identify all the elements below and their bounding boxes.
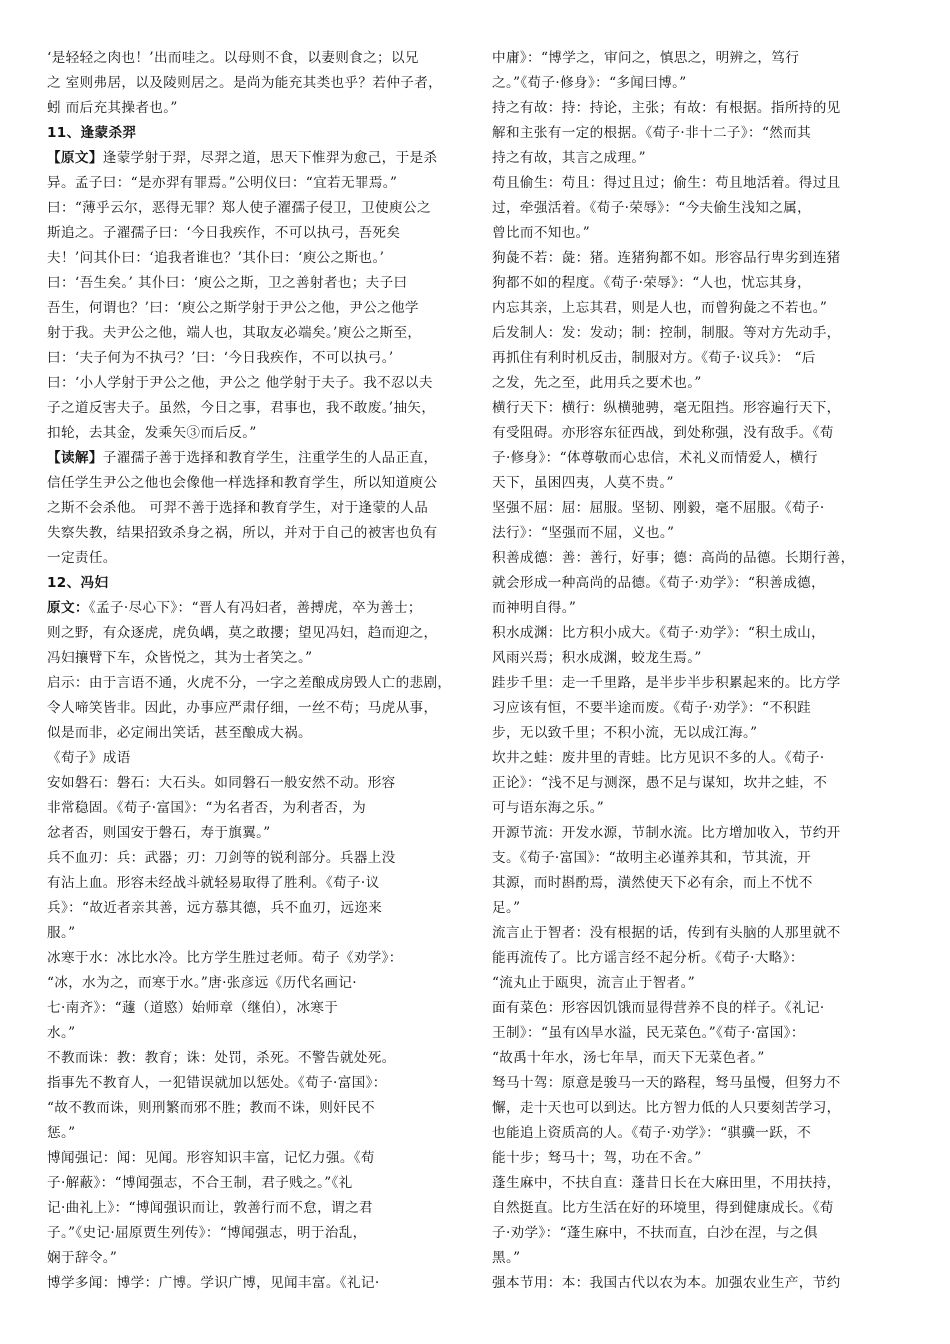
text-line (492, 321, 912, 346)
text-line (47, 521, 467, 546)
line-text: 法行》：“坚强而不屈，义也。” (492, 525, 675, 541)
text-line (492, 1046, 912, 1071)
line-text: 子·修身》：“体尊敬而心忠信，术礼义而情爱人，横行 (492, 450, 818, 466)
line-text: 再抓住有利时机反击，制服对方。《荀子·议兵》： “后 (492, 350, 816, 366)
text-line (47, 96, 467, 121)
line-text: 懈，走十天也可以到达。比方智力低的人只要刻苦学习， (492, 1100, 841, 1116)
text-line (47, 646, 467, 671)
line-text: 子。”《史记·屈原贾生列传》：“博闻强志，明于治乱， (47, 1225, 367, 1241)
text-line (47, 421, 467, 446)
line-text: 冰寒于水：冰比水冷。比方学生胜过老师。荀子《劝学》： (47, 950, 403, 966)
line-text: 夫！’问其仆曰：‘追我者谁也？’其仆曰：‘庾公之斯也。’ (47, 250, 385, 266)
text-line (492, 1221, 912, 1246)
line-text: 而神明自得。” (492, 600, 577, 616)
text-line (47, 371, 467, 396)
line-text: ‘是轻轻之肉也！’出而哇之。以母则不食，以妻则食之；以兄 (47, 50, 419, 66)
text-line (492, 1071, 912, 1096)
line-text: 足。” (492, 900, 521, 916)
text-line (492, 496, 912, 521)
text-line (47, 346, 467, 371)
text-line (492, 121, 912, 146)
line-text: 风雨兴焉；积水成渊，蛟龙生焉。” (492, 650, 702, 666)
line-text: 曰：“薄乎云尔，恶得无罪？郑人使子濯孺子侵卫，卫使庾公之 (47, 200, 431, 216)
text-line (492, 896, 912, 921)
line-text: 之发，先之至，此用兵之要术也。” (492, 375, 702, 391)
text-line (492, 421, 912, 446)
line-text: 有受阻碍。亦形容东征西战，到处称强，没有敌手。《荀 (492, 425, 834, 441)
line-text: 横行天下：横行：纵横驰骋，毫无阻挡。形容遍行天下， (492, 400, 841, 416)
line-text: 指事先不教育人，一犯错误就加以惩处。《荀子·富国》： (47, 1075, 387, 1091)
line-text: 子之道反害夫子。虽然，今日之事，君事也，我不敢废。’抽矢， (47, 400, 436, 416)
line-text: 似是而非，必定闹出笑话，甚至酿成大祸。 (47, 725, 312, 741)
line-text: “冰，水为之，而寒于水。”唐·张彦远《历代名画记· (47, 975, 357, 991)
text-line (492, 646, 912, 671)
line-text: 子·劝学》：“蓬生麻中，不扶而直，白沙在涅，与之俱 (492, 1225, 818, 1241)
line-text: 自然挺直。比方生活在好的环境里，得到健康成长。《荀 (492, 1200, 834, 1216)
text-line (47, 846, 467, 871)
bold-label: 【原文】 (47, 150, 103, 166)
text-line (492, 596, 912, 621)
text-line (492, 1096, 912, 1121)
text-line (47, 546, 467, 571)
line-text: 中庸》：“博学之，审问之，慎思之，明辨之，笃行 (492, 50, 800, 66)
text-line (47, 146, 467, 171)
text-line (492, 1021, 912, 1046)
line-text: 兵》：“故近者亲其善，远方慕其德，兵不血刃，远迩来 (47, 900, 383, 916)
line-text: 步，无以致千里；不积小流，无以成江海。” (492, 725, 758, 741)
line-text: 兵不血刃：兵：武器；刃：刀剑等的锐利部分。兵器上没 (47, 850, 396, 866)
line-text: 冯妇攘臂下车，众皆悦之，其为士者笑之。” (47, 650, 313, 666)
text-line (492, 946, 912, 971)
text-line (47, 496, 467, 521)
text-line (47, 1096, 467, 1121)
text-line (47, 1171, 467, 1196)
line-text: 子·解蔽》：“博闻强志，不合王制，君子贱之。”《礼 (47, 1175, 353, 1191)
text-line (47, 921, 467, 946)
line-text: 服。” (47, 925, 76, 941)
line-text: 可与语东海之乐。” (492, 800, 605, 816)
text-line (492, 146, 912, 171)
line-text: 有沾上血。形容未经战斗就轻易取得了胜利。《荀子·议 (47, 875, 380, 891)
text-line (492, 846, 912, 871)
text-line (492, 546, 912, 571)
line-text: 非常稳固。《荀子·富国》：“为名者否，为利者否，为 (47, 800, 367, 816)
text-line (492, 296, 912, 321)
line-text: 失察失教，结果招致杀身之祸，所以，并对于自己的被害也负有 (47, 525, 438, 541)
line-text: 异。孟子曰：“是亦羿有罪焉。”公明仪曰：“宜若无罪焉。” (47, 175, 398, 191)
text-line (47, 1146, 467, 1171)
text-line (47, 1071, 467, 1096)
text-line (47, 771, 467, 796)
line-text: 一定责任。 (47, 550, 117, 566)
text-line (47, 471, 467, 496)
text-line (492, 1171, 912, 1196)
line-text: 狗都不如的程度。《荀子·荣辱》：“人也，忧忘其身， (492, 275, 812, 291)
text-line (492, 696, 912, 721)
text-line (47, 796, 467, 821)
text-line (492, 1146, 912, 1171)
right-text-column (492, 46, 912, 1296)
line-text: 娴于辞令。” (47, 1250, 118, 1266)
line-text: 斯追之。子濯孺子曰：‘今日我疾作，不可以执弓，吾死矣 (47, 225, 401, 241)
text-line (47, 196, 467, 221)
line-text: 启示：由于言语不通，火虎不分，一字之差酿成房毁人亡的悲剧， (47, 675, 452, 691)
line-text: 11、逢蒙杀羿 (47, 125, 137, 141)
text-line (492, 1246, 912, 1271)
text-line (47, 71, 467, 96)
text-line (47, 1121, 467, 1146)
line-text: 曰：‘夫子何为不执弓？’曰：‘今日我疾作，不可以执弓。’ (47, 350, 394, 366)
line-text: 蓬生麻中，不扶自直：蓬昔日长在大麻田里，不用扶持， (492, 1175, 841, 1191)
text-line (492, 346, 912, 371)
text-line (492, 246, 912, 271)
line-text: 扣轮，去其金，发乘矢③而后反。” (47, 425, 257, 441)
text-line (47, 1046, 467, 1071)
text-line (47, 871, 467, 896)
text-line (47, 221, 467, 246)
line-text: 苟且偷生：苟且：得过且过；偷生：苟且地活着。得过且 (492, 175, 841, 191)
text-line (47, 396, 467, 421)
text-line (47, 1021, 467, 1046)
line-text: 面有菜色：形容因饥饿而显得营养不良的样子。《礼记· (492, 1000, 825, 1016)
text-line (47, 621, 467, 646)
line-text: 吾生，何谓也？’曰：‘庾公之斯学射于尹公之他，尹公之他学 (47, 300, 419, 316)
text-line (47, 1221, 467, 1246)
text-line (492, 171, 912, 196)
line-text: 狗彘不若：彘：猪。连猪狗都不如。形容品行卑劣到连猪 (492, 250, 841, 266)
text-line (492, 1196, 912, 1221)
line-text: 逢蒙学射于羿，尽羿之道，思天下惟羿为愈己，于是杀 (102, 150, 438, 166)
line-text: 其源，而时斟酌焉，潢然使天下必有余，而上不忧不 (492, 875, 813, 891)
text-line (492, 721, 912, 746)
line-text: “流丸止于瓯臾，流言止于智者。” (492, 975, 696, 991)
line-text: 令人啼笑皆非。因此，办事应严肃仔细，一丝不苟；马虎从事， (47, 700, 438, 716)
line-text: 记·曲礼上》：“博闻强识而让，敦善行而不怠，谓之君 (47, 1200, 373, 1216)
line-text: 持之有故：持：持论，主张；有故：有根据。指所持的见 (492, 100, 841, 116)
line-text: 惩。” (47, 1125, 76, 1141)
text-line (492, 971, 912, 996)
text-line (492, 271, 912, 296)
text-line (47, 296, 467, 321)
text-line (47, 271, 467, 296)
text-line (47, 671, 467, 696)
text-line (47, 171, 467, 196)
line-text: “故禹十年水，汤七年旱，而天下无菜色者。” (492, 1050, 765, 1066)
text-line (492, 96, 912, 121)
line-text: 忿者否，则国安于磐石，寿于旗翼。” (47, 825, 271, 841)
text-line (47, 946, 467, 971)
line-text: “故不教而诛，则刑繁而邪不胜；教而不诛，则奸民不 (47, 1100, 376, 1116)
line-text: 子濯孺子善于选择和教育学生，注重学生的人品正直， (102, 450, 438, 466)
text-line (47, 996, 467, 1021)
text-line (47, 971, 467, 996)
left-text-column (47, 46, 467, 1296)
line-text: 《荀子》成语 (47, 750, 131, 766)
text-line (492, 821, 912, 846)
line-text: 蚓 而后充其操者也。” (47, 100, 178, 116)
text-line (492, 796, 912, 821)
text-line (47, 1271, 467, 1296)
line-text: 过，牵强活着。《荀子·荣辱》：“今夫偷生浅知之属， (492, 200, 812, 216)
line-text: 则之野，有众逐虎，虎负嵎，莫之敢攖；望见冯妇，趋而迎之， (47, 625, 438, 641)
line-text: 曰：‘吾生矣。’ 其仆曰：‘庾公之斯，卫之善射者也；夫子曰 (47, 275, 408, 291)
text-line (47, 46, 467, 71)
line-text: 《孟子·尽心下》：“晋人有冯妇者，善搏虎，卒为善士； (88, 600, 422, 616)
line-text: 坎井之蛙：废井里的青蛙。比方见识不多的人。《荀子· (492, 750, 825, 766)
line-text: 王制》：“虽有凶旱水溢，民无菜色。”《荀子·富国》： (492, 1025, 805, 1041)
text-line (47, 246, 467, 271)
line-text: 就会形成一种高尚的品德。《荀子·劝学》：“积善成德， (492, 575, 826, 591)
line-text: 持之有故，其言之成理。” (492, 150, 646, 166)
text-line (492, 46, 912, 71)
line-text: 博闻强记：闻：见闻。形容知识丰富，记忆力强。《荀 (47, 1150, 375, 1166)
text-line (47, 696, 467, 721)
line-text: 积善成德：善：善行，好事；德：高尚的品德。长期行善， (492, 550, 855, 566)
line-text: 之 室则弗居，以及陵则居之。是尚为能充其类也乎？若仲子者， (47, 75, 443, 91)
line-text: 跬步千里：走一千里路，是半步半步积累起来的。比方学 (492, 675, 841, 691)
text-line (492, 621, 912, 646)
line-text: 也能追上资质高的人。《荀子·劝学》：“骐骥一跃，不 (492, 1125, 812, 1141)
line-text: 正论》：“浅不足与测深，愚不足与谋知，坎井之蛙，不 (492, 775, 828, 791)
text-line (47, 1196, 467, 1221)
line-text: 流言止于智者：没有根据的话，传到有头脑的人那里就不 (492, 925, 841, 941)
line-text: 不教而诛：教：教育；诛：处罚，杀死。不警告就处死。 (47, 1050, 396, 1066)
line-text: 坚强不屈：屈：屈服。坚韧、刚毅，毫不屈服。《荀子· (492, 500, 825, 516)
line-text: 驽马十驾：原意是骏马一天的路程，驽马虽慢，但努力不 (492, 1075, 841, 1091)
line-text: 曾比而不知也。” (492, 225, 591, 241)
line-text: 支。《荀子·富国》：“故明主必谨养其和，节其流，开 (492, 850, 812, 866)
text-line (47, 896, 467, 921)
text-line (492, 1271, 912, 1296)
line-text: 安如磐石：磐石：大石头。如同磐石一般安然不动。形容 (47, 775, 396, 791)
line-text: 内忘其亲，上忘其君，则是人也，而曾狗彘之不若也。” (492, 300, 828, 316)
line-text: 强本节用：本：我国古代以农为本。加强农业生产，节约 (492, 1275, 841, 1291)
line-text: 曰：‘小人学射于尹公之他，尹公之 他学射于夫子。我不忍以夫 (47, 375, 433, 391)
text-line (47, 821, 467, 846)
text-line (492, 671, 912, 696)
section-heading (47, 571, 467, 596)
text-line (492, 771, 912, 796)
line-text: 习应该有恒，不要半途而废。《荀子·劝学》：“不积跬 (492, 700, 812, 716)
text-line (492, 446, 912, 471)
text-line (47, 321, 467, 346)
text-line (492, 746, 912, 771)
text-line (492, 71, 912, 96)
text-line (492, 921, 912, 946)
text-line (492, 471, 912, 496)
line-text: 射于我。夫尹公之他，端人也，其取友必端矣。’庾公之斯至， (47, 325, 422, 341)
text-line (492, 871, 912, 896)
text-line (492, 221, 912, 246)
section-heading (47, 121, 467, 146)
line-text: 水。” (47, 1025, 76, 1041)
text-line (47, 746, 467, 771)
text-line (492, 396, 912, 421)
line-text: 天下，虽困四夷，人莫不贵。” (492, 475, 674, 491)
line-text: 黑。” (492, 1250, 521, 1266)
line-text: 解和主张有一定的根据。《荀子·非十二子》：“然而其 (492, 125, 812, 141)
bold-label: 原文： (47, 600, 89, 616)
text-line (492, 571, 912, 596)
line-text: 能再流传了。比方谣言经不起分析。《荀子·大略》： (492, 950, 804, 966)
text-line (47, 1246, 467, 1271)
text-line (492, 1121, 912, 1146)
line-text: 12、冯妇 (47, 575, 109, 591)
line-text: 七·南齐》：“蘧（道愍）始师章（继伯），冰寒于 (47, 1000, 339, 1016)
text-line (492, 371, 912, 396)
line-text: 积水成渊：比方积小成大。《荀子·劝学》：“积土成山， (492, 625, 826, 641)
text-line (47, 721, 467, 746)
text-line (492, 521, 912, 546)
text-line (47, 446, 467, 471)
line-text: 后发制人：发：发动；制：控制，制服。等对方先动手， (492, 325, 841, 341)
bold-label: 【读解】 (47, 450, 103, 466)
line-text: 博学多闻：博学：广博。学识广博，见闻丰富。《礼记· (47, 1275, 380, 1291)
line-text: 信任学生尹公之他也会像他一样选择和教育学生，所以知道庾公 (47, 475, 438, 491)
text-line (47, 596, 467, 621)
line-text: 之斯不会杀他。 可羿不善于选择和教育学生，对于逢蒙的人品 (47, 500, 429, 516)
line-text: 能十步；驽马十；驾，功在不舍。” (492, 1150, 702, 1166)
text-line (492, 196, 912, 221)
line-text: 开源节流：开发水源，节制水流。比方增加收入，节约开 (492, 825, 841, 841)
text-line (492, 996, 912, 1021)
line-text: 之。”《荀子·修身》：“多闻曰博。” (492, 75, 687, 91)
